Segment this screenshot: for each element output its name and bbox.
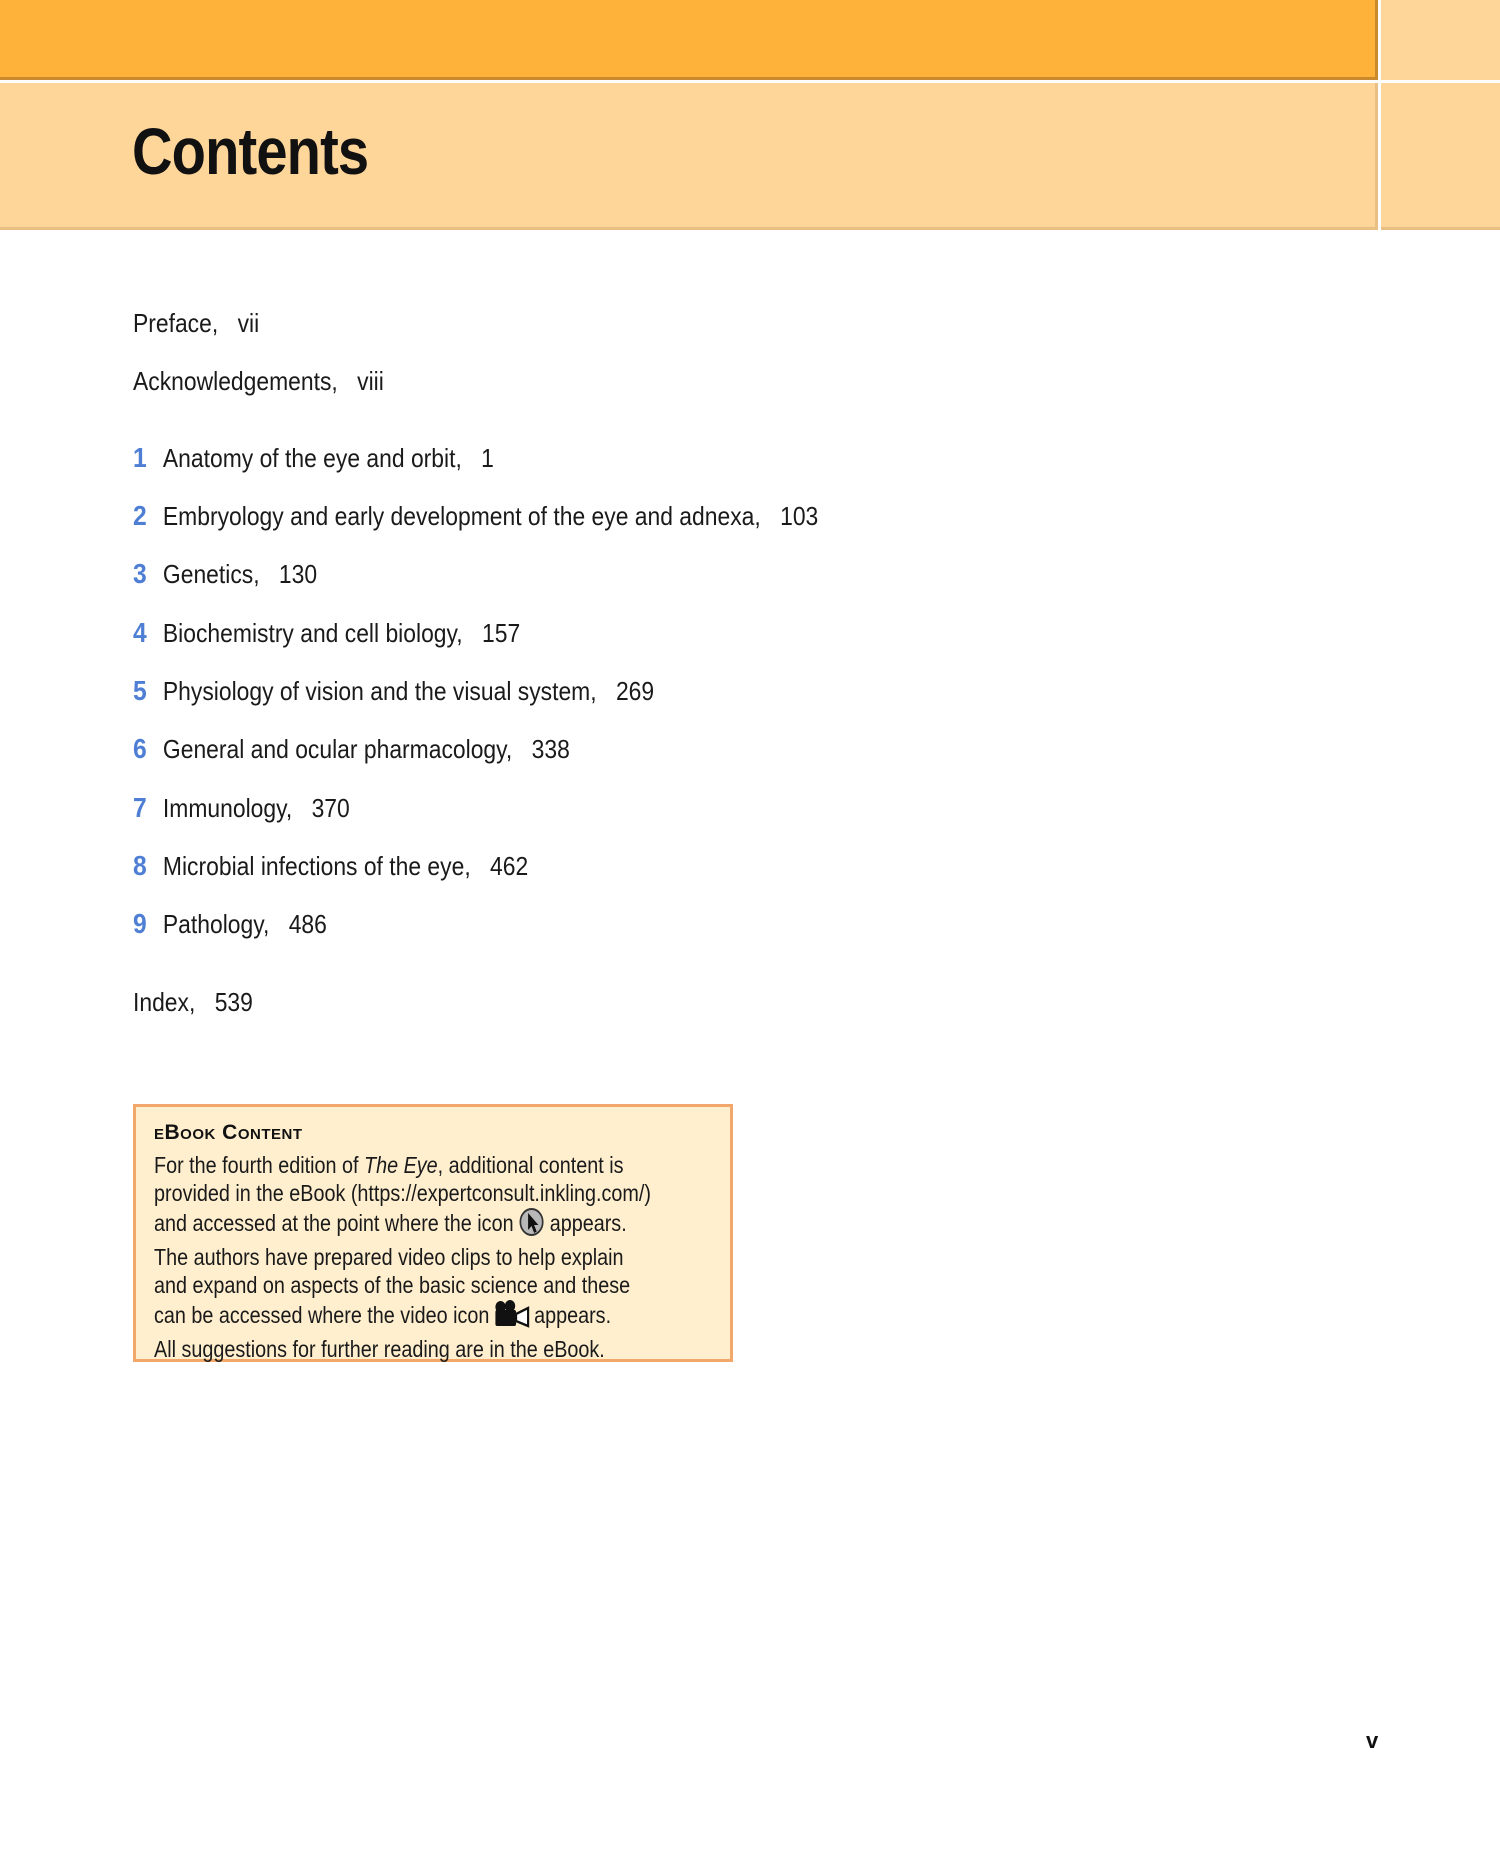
book-title: The Eye [364,1152,438,1178]
toc-entry-label: Preface, [133,308,219,338]
chapter-number: 2 [133,500,147,531]
toc-chapter-8[interactable] [133,850,528,882]
toc-entry-page: 539 [214,987,253,1017]
chapter-title: Immunology, [162,793,293,823]
ebook-line [154,1151,713,1179]
chapter-page: 157 [481,618,521,648]
ebook-text-segment: , additional content is [437,1152,624,1178]
chapter-number: 6 [133,733,147,764]
ebook-line: provided in the eBook (https://expertconsult.inkling.com/) [154,1180,651,1206]
toc-chapter-4[interactable] [133,617,520,649]
toc-chapter-3[interactable] [133,558,317,590]
chapter-title: Anatomy of the eye and orbit, [162,443,462,473]
ebook-line: and expand on aspects of the basic science and these [154,1272,631,1298]
chapter-number: 7 [133,792,147,823]
ebook-text-segment: appears. [534,1302,612,1329]
toc-chapter-9[interactable] [133,908,327,940]
video-camera-icon [493,1299,531,1335]
ebook-text-segment: For the fourth edition of [154,1152,365,1178]
chapter-page: 370 [311,793,350,823]
ebook-line: All suggestions for further reading are in the eBook. [154,1336,605,1362]
header-title-band-margin [1381,83,1500,230]
chapter-number: 3 [133,558,147,589]
chapter-title: Embryology and early development of the eye and adnexa, [162,501,761,531]
ebook-line [154,1299,713,1335]
toc-entry-index[interactable] [133,986,253,1018]
page-number: v [1366,1728,1379,1753]
chapter-title: General and ocular pharmacology, [162,734,513,764]
chapter-page: 338 [531,734,570,764]
toc-chapter-1[interactable] [133,442,494,474]
chapter-number: 9 [133,908,147,939]
toc-entry-label: Acknowledgements, [133,366,338,396]
chapter-page: 462 [490,851,529,881]
chapter-page: 486 [288,909,327,939]
cursor-icon [517,1207,546,1243]
header-top-band [0,0,1378,80]
ebook-content-heading: eBook Content [154,1121,303,1144]
toc-chapter-5[interactable] [133,675,654,707]
header-top-band-margin [1381,0,1500,80]
chapter-title: Biochemistry and cell biology, [162,618,463,648]
chapter-title: Pathology, [162,909,270,939]
chapter-page: 103 [780,501,819,531]
chapter-number: 8 [133,850,147,881]
chapter-number: 4 [133,617,147,648]
toc-entry-page: vii [237,308,260,338]
ebook-line: The authors have prepared video clips to help explain [154,1244,624,1270]
toc-chapter-2[interactable] [133,500,818,532]
chapter-page: 1 [481,443,494,473]
toc-entry-label: Index, [133,987,196,1017]
chapter-page: 130 [278,559,318,589]
toc-chapter-7[interactable] [133,792,350,824]
toc-entry-preface[interactable] [133,307,259,339]
chapter-number: 5 [133,675,147,706]
toc-chapter-6[interactable] [133,733,570,765]
toc-entry-acknowledgements[interactable] [133,365,384,397]
page-title: Contents [132,114,369,188]
ebook-line [154,1207,713,1243]
chapter-number: 1 [133,442,147,473]
ebook-content-box [133,1104,733,1362]
chapter-title: Physiology of vision and the visual system, [162,676,597,706]
chapter-page: 269 [615,676,655,706]
ebook-content-text [154,1151,713,1363]
ebook-text-segment: and accessed at the point where the icon [154,1210,514,1237]
ebook-text-segment: appears. [549,1210,627,1237]
ebook-text-segment: can be accessed where the video icon [154,1302,490,1329]
toc-entry-page: viii [357,366,384,396]
chapter-title: Genetics, [162,559,260,589]
chapter-title: Microbial infections of the eye, [162,851,471,881]
